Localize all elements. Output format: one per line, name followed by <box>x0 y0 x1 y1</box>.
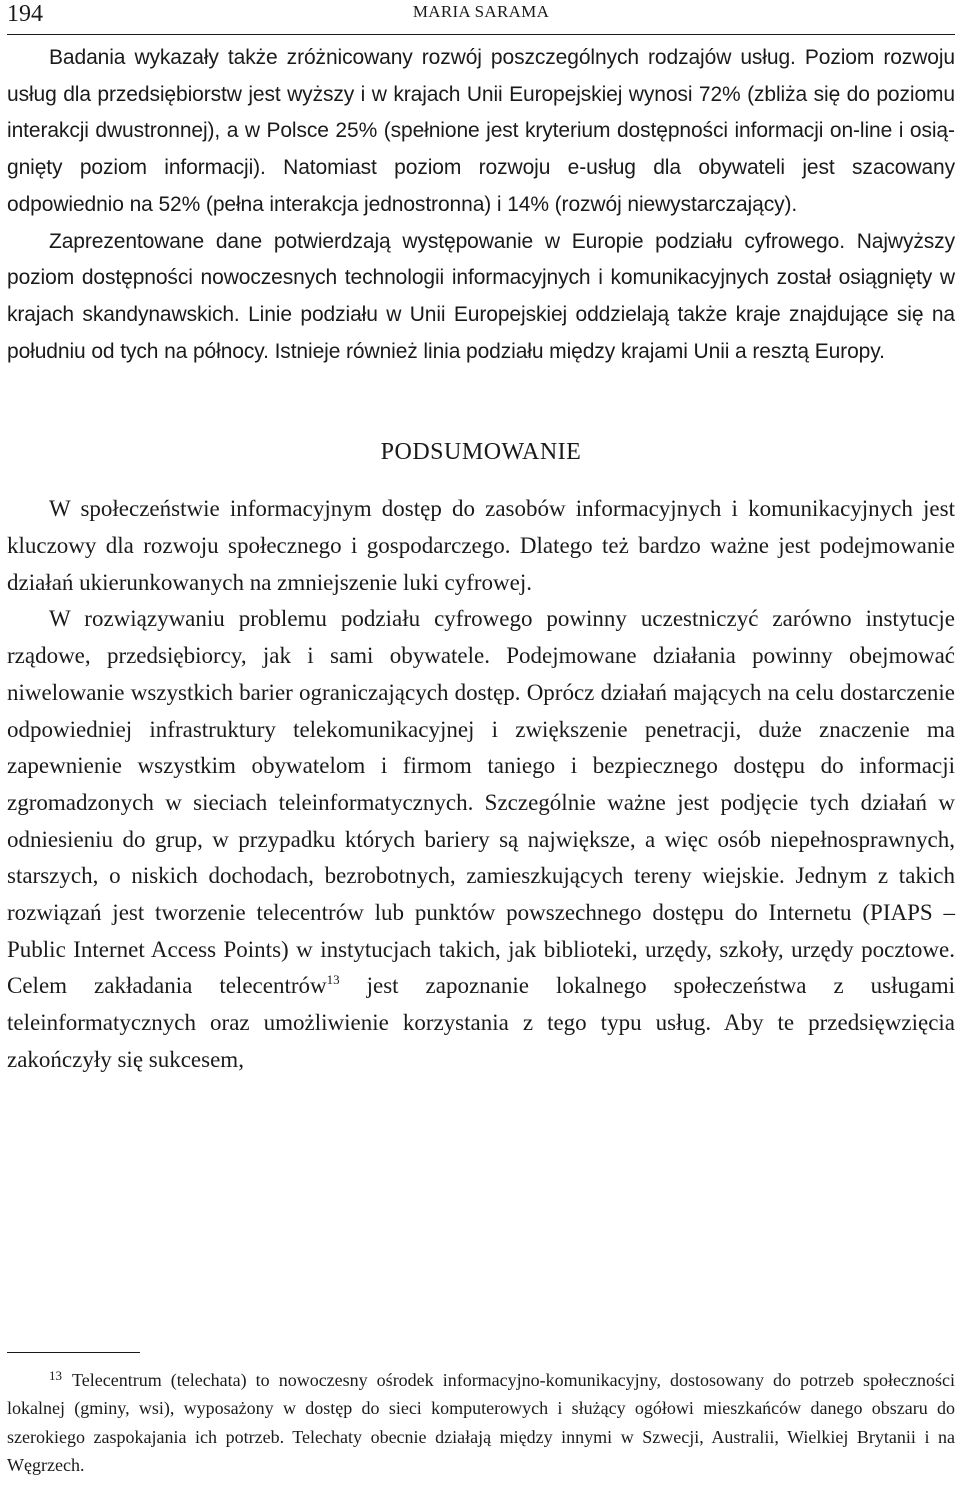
summary-paragraph-2-text-b: jest zapoznanie lokalnego społeczeństwa z usługami teleinformatycznych oraz umożliwienie korzystania z tego typu usług. Aby te przedsięwzięcia zakończyły się sukcesem, <box>7 973 955 1072</box>
footnote-divider <box>7 1352 140 1353</box>
body-text <box>7 40 955 1079</box>
page-header <box>7 0 955 35</box>
summary-paragraph-2 <box>7 601 955 1078</box>
page-number: 194 <box>7 1 43 27</box>
running-head: MARIA SARAMA <box>412 2 550 21</box>
section-title: PODSUMOWANIE <box>380 439 582 466</box>
summary-paragraph-1: W społeczeństwie informacyjnym dostęp do zasobów informacyjnych i komunikacyjnych jest kluczowy dla rozwoju społecznego i gospodarczego. Dlatego też bardzo ważne jest podejmowanie działań ukierunkowanych na zmniejszenie luki cyfrowej. <box>7 496 955 595</box>
page <box>7 0 955 1072</box>
paragraph-2: Zaprezentowane dane potwierdzają występowanie w Europie podziału cyfrowego. Najwyższy poziom dostępności nowoczesnych technologii informacyjnych i komunikacyjnych został osiągnięty w krajach skandynawskich. Linie podziału w Unii Europejskiej oddzielają także kraje znajdujące się na południu od tych na północy. Istnieje również linia podziału między krajami Unii a resztą Europy. <box>7 229 955 363</box>
footnote-reference[interactable]: 13 <box>326 972 340 988</box>
footnote-number: 13 <box>49 1368 62 1383</box>
paragraph-1: Badania wykazały także zróżnicowany rozwój poszczególnych rodzajów usług. Poziom rozwoju usług dla przedsiębiorstw jest wyższy i w krajach Unii Europejskiej wynosi 72% (zbliża się do poziomu interakcji dwustronnej), a w Polsce 25% (spełnione jest kryterium dostępności informacji on-line i osiągnięty poziom informacji). Natomiast poziom rozwoju e-usług dla obywateli jest szacowany odpowiednio na 52% (pełna interakcja jednostronna) i 14% (rozwój niewystarczający). <box>7 46 955 216</box>
footnote <box>7 1366 955 1480</box>
footnote-text: Telecentrum (telechata) to nowoczesny ośrodek informacyjno-komunikacyjny, dostosowany do potrzeb społeczności lokalnej (gminy, wsi), wyposażony w dostęp do sieci komputerowych i służący ogółowi mieszkańców danego obszaru do szerokiego zaspokajania ich potrzeb. Telechaty obecnie działają między innymi w Szwecji, Australii, Wielkiej Brytanii i na Węgrzech. <box>7 1370 955 1476</box>
summary-paragraph-2-text-a: W rozwiązywaniu problemu podziału cyfrowego powinny uczestniczyć zarówno instytucje rządowe, przedsiębiorcy, jak i sami obywatele. Podejmowane działania powinny obejmować niwelowanie wszystkich barier ograniczających dostęp. Oprócz działań mających na celu dostarczenie odpowiedniej infrastruktury telekomunikacyjnej i zwiększenie penetracji, duże znaczenie ma zapewnienie wszystkim obywatelom i firmom taniego i bezpiecznego dostępu do informacji zgromadzonych w sieciach teleinformatycznych. Szczególnie ważne jest podjęcie tych działań w odniesieniu do grup, w przypadku których bariery są największe, a więc osób niepełnosprawnych, starszych, o niskich dochodach, bezrobotnych, zamieszkujących tereny wiejskie. Jednym z takich rozwiązań jest tworzenie telecentrów lub punktów powszechnego dostępu do Internetu (PIAPS – Public Internet Access Points) w instytucjach takich, jak biblioteki, urzędy, szkoły, urzędy pocztowe. Celem zakładania telecentrów <box>7 606 955 999</box>
